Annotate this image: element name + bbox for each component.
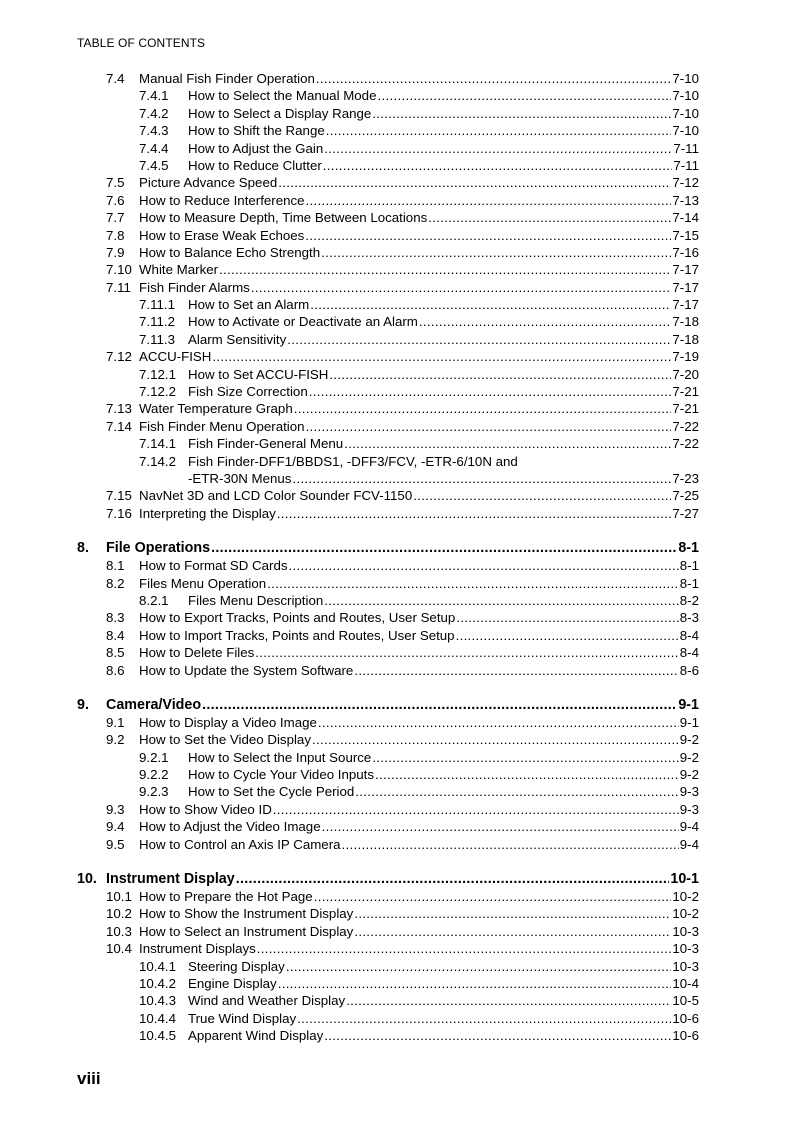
toc-entry-page: 7-22 bbox=[672, 418, 699, 434]
toc-entry-title: How to Import Tracks, Points and Routes, User Setup bbox=[139, 627, 455, 643]
toc-entry-title: File Operations bbox=[106, 540, 211, 557]
toc-entry-number: 7.16 bbox=[106, 505, 132, 521]
toc-entry[interactable] bbox=[0, 644, 793, 661]
toc-entry-title: Fish Finder-DFF1/BBDS1, -DFF3/FCV, -ETR-6/10N and bbox=[188, 453, 518, 469]
toc-entry-number: 7.11.1 bbox=[139, 297, 175, 313]
toc-entry-number: 7.4.2 bbox=[139, 105, 169, 121]
dot-leader bbox=[377, 87, 671, 104]
dot-leader bbox=[354, 923, 671, 940]
toc-entry-title: Water Temperature Graph bbox=[139, 401, 293, 417]
toc-entry[interactable] bbox=[0, 70, 793, 87]
toc-entry[interactable] bbox=[0, 174, 793, 191]
toc-entry[interactable] bbox=[0, 227, 793, 244]
toc-entry-page: 10-2 bbox=[672, 906, 699, 922]
dot-leader bbox=[255, 644, 678, 661]
toc-entry-number: 7.12.1 bbox=[139, 366, 176, 382]
toc-entry-page: 7-17 bbox=[672, 279, 699, 295]
toc-entry-number: 7.11 bbox=[106, 279, 131, 295]
toc-entry[interactable] bbox=[0, 383, 793, 400]
toc-entry-title: Apparent Wind Display bbox=[188, 1028, 324, 1044]
toc-entry-page: 7-21 bbox=[672, 401, 699, 417]
toc-entry-title: How to Adjust the Video Image bbox=[139, 819, 321, 835]
toc-entry-number: 9.2.3 bbox=[139, 784, 169, 800]
toc-entry-page: 7-16 bbox=[672, 244, 699, 260]
dot-leader bbox=[324, 592, 679, 609]
toc-entry-title: How to Select the Manual Mode bbox=[188, 88, 377, 104]
toc-entry[interactable] bbox=[0, 453, 793, 470]
toc-entry[interactable] bbox=[0, 418, 793, 435]
toc-entry-number: 8.5 bbox=[106, 645, 125, 661]
toc-entry-number: 10.4.4 bbox=[139, 1010, 176, 1026]
toc-entry-title: How to Prepare the Hot Page bbox=[139, 889, 313, 905]
toc-entry[interactable] bbox=[0, 923, 793, 940]
dot-leader bbox=[202, 696, 677, 714]
dot-leader bbox=[316, 70, 671, 87]
dot-leader bbox=[456, 609, 678, 626]
dot-leader bbox=[354, 662, 678, 679]
toc-entry-number: 7.9 bbox=[106, 244, 125, 260]
toc-entry-page: 9-3 bbox=[679, 784, 699, 800]
toc-entry[interactable] bbox=[0, 487, 793, 504]
toc-entry-number: 7.13 bbox=[106, 401, 132, 417]
toc-entry[interactable] bbox=[0, 331, 793, 348]
toc-entry-title: How to Erase Weak Echoes bbox=[139, 227, 305, 243]
dot-leader bbox=[287, 331, 671, 348]
dot-leader bbox=[355, 783, 678, 800]
toc-entry[interactable] bbox=[0, 818, 793, 835]
toc-entry-page: 8-4 bbox=[679, 627, 699, 643]
dot-leader bbox=[292, 470, 671, 487]
toc-entry[interactable] bbox=[0, 105, 793, 122]
toc-entry-title: How to Set an Alarm bbox=[188, 297, 310, 313]
toc-entry-title: How to Format SD Cards bbox=[139, 558, 288, 574]
toc-entry-page: 9-4 bbox=[679, 836, 699, 852]
toc-entry-page: 10-3 bbox=[672, 941, 699, 957]
toc-entry-number: 10.2 bbox=[106, 906, 132, 922]
toc-entry-title: How to Control an Axis IP Camera bbox=[139, 836, 341, 852]
dot-leader bbox=[324, 140, 672, 157]
dot-leader bbox=[314, 888, 672, 905]
toc-entry-title: How to Adjust the Gain bbox=[188, 140, 324, 156]
toc-entry-page: 8-1 bbox=[678, 540, 699, 557]
dot-leader bbox=[277, 505, 672, 522]
toc-entry[interactable] bbox=[0, 714, 793, 731]
toc-entry-title: Interpreting the Display bbox=[139, 505, 276, 521]
toc-entry-title: Fish Size Correction bbox=[188, 384, 308, 400]
toc-entry[interactable] bbox=[0, 870, 793, 888]
dot-leader bbox=[219, 261, 671, 278]
toc-entry[interactable] bbox=[0, 1010, 793, 1027]
toc-entry-number: 8.6 bbox=[106, 662, 125, 678]
toc-entry-page: 7-19 bbox=[672, 349, 699, 365]
toc-entry[interactable] bbox=[0, 731, 793, 748]
dot-leader bbox=[413, 487, 671, 504]
toc-entry[interactable] bbox=[0, 766, 793, 783]
dot-leader bbox=[344, 435, 671, 452]
toc-entry-number: 9.2 bbox=[106, 732, 125, 748]
toc-entry-page: 7-27 bbox=[672, 505, 699, 521]
toc-entry-title: ACCU-FISH bbox=[139, 349, 212, 365]
toc-entry-number: 8. bbox=[77, 540, 89, 557]
page-number: viii bbox=[77, 1069, 101, 1088]
dot-leader bbox=[286, 958, 672, 975]
toc-entry[interactable] bbox=[0, 557, 793, 574]
page-header: TABLE OF CONTENTS bbox=[77, 36, 206, 50]
toc-entry[interactable] bbox=[0, 940, 793, 957]
dot-leader bbox=[324, 1027, 671, 1044]
toc-entry-page: 7-14 bbox=[672, 210, 699, 226]
toc-entry-page: 9-2 bbox=[679, 732, 699, 748]
toc-entry-number: 10.4.3 bbox=[139, 993, 176, 1009]
toc-entry-number: 9.4 bbox=[106, 819, 125, 835]
dot-leader bbox=[372, 105, 671, 122]
toc-entry[interactable] bbox=[0, 505, 793, 522]
dot-leader bbox=[342, 836, 679, 853]
dot-leader bbox=[278, 975, 672, 992]
toc-entry-title: How to Select an Instrument Display bbox=[139, 923, 354, 939]
toc-entry-number: 7.14.2 bbox=[139, 453, 176, 469]
toc-entry[interactable] bbox=[0, 366, 793, 383]
toc-entry-title: How to Update the System Software bbox=[139, 662, 354, 678]
toc-entry[interactable] bbox=[0, 279, 793, 296]
toc-entry-page: 10-3 bbox=[672, 923, 699, 939]
toc-entry-number: 9. bbox=[77, 696, 89, 713]
toc-entry-title: Wind and Weather Display bbox=[188, 993, 346, 1009]
toc-entry-page: 8-1 bbox=[679, 575, 699, 591]
dot-leader bbox=[236, 870, 670, 888]
toc-entry-title: Steering Display bbox=[188, 958, 285, 974]
toc-entry-number: 10.4 bbox=[106, 941, 132, 957]
toc-entry-number: 7.12 bbox=[106, 349, 132, 365]
toc-entry-title: Files Menu Operation bbox=[139, 575, 267, 591]
toc-entry-title: How to Activate or Deactivate an Alarm bbox=[188, 314, 418, 330]
toc-entry-page: 7-10 bbox=[672, 105, 699, 121]
toc-entry[interactable] bbox=[0, 435, 793, 452]
toc-entry-number: 9.2.2 bbox=[139, 767, 169, 783]
toc-entry-title: Engine Display bbox=[188, 975, 277, 991]
dot-leader bbox=[428, 209, 671, 226]
toc-entry-title: Picture Advance Speed bbox=[139, 175, 278, 191]
toc-entry[interactable] bbox=[0, 888, 793, 905]
toc-entry-number: 7.8 bbox=[106, 227, 125, 243]
toc-entry-number: 9.2.1 bbox=[139, 749, 169, 765]
toc-entry[interactable] bbox=[0, 836, 793, 853]
dot-leader bbox=[321, 244, 671, 261]
toc-entry-number: 7.4.1 bbox=[139, 88, 169, 104]
dot-leader bbox=[323, 157, 673, 174]
dot-leader bbox=[346, 992, 671, 1009]
toc-entry-number: 7.4.5 bbox=[139, 157, 169, 173]
toc-entry[interactable] bbox=[0, 157, 793, 174]
toc-entry-number: 10.3 bbox=[106, 923, 132, 939]
dot-leader bbox=[294, 400, 672, 417]
toc-entry-number: 10.4.2 bbox=[139, 975, 176, 991]
toc-entry-number: 8.2.1 bbox=[139, 592, 169, 608]
toc-entry[interactable] bbox=[0, 1027, 793, 1044]
toc-entry-number: 9.1 bbox=[106, 714, 125, 730]
toc-entry-page: 9-1 bbox=[679, 714, 699, 730]
toc-entry-title: Fish Finder Menu Operation bbox=[139, 418, 305, 434]
toc-entry-page: 9-3 bbox=[679, 801, 699, 817]
toc-entry-title: How to Select the Input Source bbox=[188, 749, 372, 765]
toc-entry-title: How to Set the Cycle Period bbox=[188, 784, 355, 800]
toc-entry-title: How to Delete Files bbox=[139, 645, 255, 661]
toc-entry-number: 10.4.1 bbox=[139, 958, 176, 974]
toc-entry-page: 7-13 bbox=[672, 192, 699, 208]
toc-entry[interactable] bbox=[0, 87, 793, 104]
toc-entry-page: 7-10 bbox=[672, 71, 699, 86]
toc-entry-page: 7-22 bbox=[672, 436, 699, 452]
dot-leader bbox=[372, 749, 678, 766]
toc-entry-number: 10. bbox=[77, 871, 97, 888]
toc-entry-title: Camera/Video bbox=[106, 696, 202, 713]
toc-entry[interactable] bbox=[0, 470, 793, 487]
toc-entry[interactable] bbox=[0, 192, 793, 209]
toc-entry[interactable] bbox=[0, 662, 793, 679]
toc-entry-number: 7.11.3 bbox=[139, 331, 175, 347]
toc-entry-page: 7-11 bbox=[673, 157, 699, 173]
toc-entry-title: Fish Finder Alarms bbox=[139, 279, 250, 295]
toc-entry-number: 7.14.1 bbox=[139, 436, 176, 452]
toc-entry-page: 10-3 bbox=[672, 958, 699, 974]
toc-entry-number: 7.4.4 bbox=[139, 140, 169, 156]
dot-leader bbox=[251, 279, 672, 296]
toc-entry-title: How to Reduce Interference bbox=[139, 192, 305, 208]
toc-entry-page: 7-25 bbox=[672, 488, 699, 504]
toc-entry-page: 7-10 bbox=[672, 123, 699, 139]
toc-entry[interactable] bbox=[0, 209, 793, 226]
dot-leader bbox=[375, 766, 679, 783]
toc-entry-title: NavNet 3D and LCD Color Sounder FCV-1150 bbox=[139, 488, 413, 504]
toc-entry-page: 10-6 bbox=[672, 1028, 699, 1044]
toc-entry-number: 7.14 bbox=[106, 418, 132, 434]
toc-entry-number: 8.3 bbox=[106, 610, 125, 626]
toc-entry-number: 7.4 bbox=[106, 71, 125, 86]
toc-entry[interactable] bbox=[0, 539, 793, 557]
toc-entry-title: True Wind Display bbox=[188, 1010, 297, 1026]
toc-entry-title: Fish Finder-General Menu bbox=[188, 436, 344, 452]
toc-entry-number: 7.12.2 bbox=[139, 384, 176, 400]
toc-entry[interactable] bbox=[0, 122, 793, 139]
toc-entry[interactable] bbox=[0, 975, 793, 992]
dot-leader bbox=[354, 905, 671, 922]
toc-entry-title: How to Balance Echo Strength bbox=[139, 244, 321, 260]
dot-leader bbox=[212, 348, 671, 365]
dot-leader bbox=[305, 227, 671, 244]
toc-entry-title: Instrument Display bbox=[106, 871, 235, 888]
dot-leader bbox=[211, 539, 677, 557]
toc-entry-page: 7-11 bbox=[673, 140, 699, 156]
dot-leader bbox=[312, 731, 679, 748]
toc-entry-page: 7-10 bbox=[672, 88, 699, 104]
dot-leader bbox=[309, 383, 672, 400]
toc-entry[interactable] bbox=[0, 400, 793, 417]
dot-leader bbox=[267, 575, 679, 592]
toc-entry[interactable] bbox=[0, 296, 793, 313]
toc-entry-title: How to Measure Depth, Time Between Locations bbox=[139, 210, 428, 226]
toc-entry[interactable] bbox=[0, 696, 793, 714]
dot-leader bbox=[306, 192, 672, 209]
toc-entry-page: 9-2 bbox=[679, 749, 699, 765]
toc-entry-page: 7-18 bbox=[672, 314, 699, 330]
toc-entry[interactable] bbox=[0, 609, 793, 626]
toc-entry-page: 9-1 bbox=[678, 696, 699, 713]
toc-entry-title: How to Shift the Range bbox=[188, 123, 325, 139]
toc-entry[interactable] bbox=[0, 313, 793, 330]
dot-leader bbox=[318, 714, 679, 731]
toc-entry-title: How to Show the Instrument Display bbox=[139, 906, 354, 922]
dot-leader bbox=[257, 940, 672, 957]
toc-entry-page: 7-18 bbox=[672, 331, 699, 347]
toc-entry-title: Files Menu Description bbox=[188, 592, 324, 608]
toc-entry-page: 7-17 bbox=[672, 262, 699, 278]
dot-leader bbox=[419, 313, 672, 330]
toc-entry-page: 8-4 bbox=[679, 645, 699, 661]
toc-entry-page: 10-6 bbox=[672, 1010, 699, 1026]
toc-entry-title: How to Display a Video Image bbox=[139, 714, 317, 730]
toc-entry-number: 7.7 bbox=[106, 210, 125, 226]
toc-entry-page: 9-4 bbox=[679, 819, 699, 835]
toc-entry[interactable] bbox=[0, 140, 793, 157]
toc-entry-title: How to Cycle Your Video Inputs bbox=[188, 767, 375, 783]
toc-entry-title: -ETR-30N Menus bbox=[188, 470, 292, 486]
toc-entry-page: 10-5 bbox=[672, 993, 699, 1009]
toc-entry-page: 7-17 bbox=[672, 297, 699, 313]
toc-entry-title: How to Export Tracks, Points and Routes, User Setup bbox=[139, 610, 456, 626]
toc-entry-page: 8-1 bbox=[679, 558, 699, 574]
toc-entry-page: 8-6 bbox=[679, 662, 699, 678]
toc-entry-title: How to Select a Display Range bbox=[188, 105, 372, 121]
toc-entry-number: 9.3 bbox=[106, 801, 125, 817]
toc-entry[interactable] bbox=[0, 575, 793, 592]
toc-entry[interactable] bbox=[0, 801, 793, 818]
dot-leader bbox=[273, 801, 679, 818]
toc-entry-page: 9-2 bbox=[679, 767, 699, 783]
toc-entry-title: How to Set the Video Display bbox=[139, 732, 311, 748]
toc-entry-page: 8-3 bbox=[679, 610, 699, 626]
dot-leader bbox=[289, 557, 679, 574]
toc-entry-page: 7-21 bbox=[672, 384, 699, 400]
toc-entry-title: Manual Fish Finder Operation bbox=[139, 71, 315, 86]
toc-entry-page: 8-2 bbox=[679, 592, 699, 608]
toc-entry-number: 8.1 bbox=[106, 558, 125, 574]
dot-leader bbox=[310, 296, 671, 313]
dot-leader bbox=[297, 1010, 671, 1027]
toc-entry-title: How to Reduce Clutter bbox=[188, 157, 322, 173]
toc-entry-number: 10.4.5 bbox=[139, 1028, 176, 1044]
toc-entry-number: 9.5 bbox=[106, 836, 125, 852]
toc-entry[interactable] bbox=[0, 261, 793, 278]
toc-entry-page: 7-23 bbox=[672, 470, 699, 486]
table-of-contents bbox=[0, 70, 793, 1045]
toc-entry-number: 7.15 bbox=[106, 488, 132, 504]
dot-leader bbox=[326, 122, 672, 139]
toc-entry-number: 7.5 bbox=[106, 175, 125, 191]
toc-entry-page: 7-12 bbox=[672, 175, 699, 191]
toc-entry-page: 10-4 bbox=[672, 975, 699, 991]
toc-entry-number: 7.10 bbox=[106, 262, 132, 278]
toc-entry-number: 7.6 bbox=[106, 192, 125, 208]
dot-leader bbox=[278, 174, 671, 191]
toc-entry[interactable] bbox=[0, 958, 793, 975]
dot-leader bbox=[306, 418, 672, 435]
dot-leader bbox=[322, 818, 679, 835]
toc-entry-title: How to Show Video ID bbox=[139, 801, 272, 817]
dot-leader bbox=[329, 366, 671, 383]
toc-entry[interactable] bbox=[0, 992, 793, 1009]
toc-entry-page: 7-20 bbox=[672, 366, 699, 382]
toc-entry[interactable] bbox=[0, 783, 793, 800]
toc-entry[interactable] bbox=[0, 905, 793, 922]
toc-entry-number: 8.2 bbox=[106, 575, 125, 591]
toc-entry-page: 10-2 bbox=[672, 889, 699, 905]
toc-entry-title: How to Set ACCU-FISH bbox=[188, 366, 329, 382]
toc-entry-number: 8.4 bbox=[106, 627, 125, 643]
toc-entry-page: 7-15 bbox=[672, 227, 699, 243]
toc-entry-number: 7.4.3 bbox=[139, 123, 169, 139]
toc-entry[interactable] bbox=[0, 627, 793, 644]
toc-entry[interactable] bbox=[0, 592, 793, 609]
toc-entry-page: 10-1 bbox=[670, 871, 699, 888]
toc-entry-title: Alarm Sensitivity bbox=[188, 331, 287, 347]
toc-entry-title: White Marker bbox=[139, 262, 219, 278]
toc-entry[interactable] bbox=[0, 749, 793, 766]
toc-entry-number: 10.1 bbox=[106, 889, 132, 905]
toc-entry[interactable] bbox=[0, 348, 793, 365]
toc-entry-number: 7.11.2 bbox=[139, 314, 175, 330]
toc-entry[interactable] bbox=[0, 244, 793, 261]
toc-entry-title: Instrument Displays bbox=[139, 941, 256, 957]
dot-leader bbox=[456, 627, 679, 644]
